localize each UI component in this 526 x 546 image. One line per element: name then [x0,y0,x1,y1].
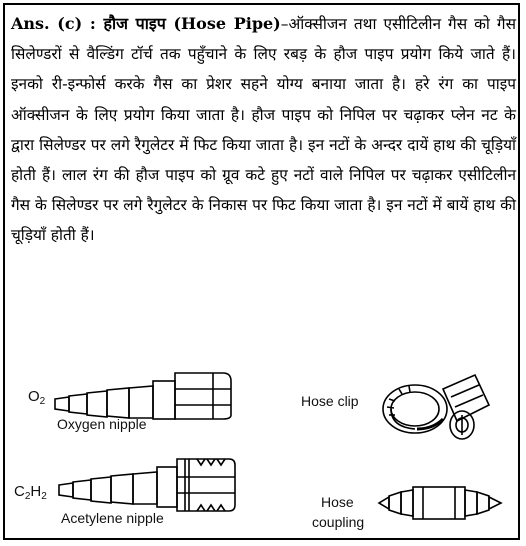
figure-panel [5,365,518,540]
oxygen-nipple-caption: Oxygen nipple [57,416,147,432]
hose-clip-drawing [377,369,497,449]
oxygen-formula-subscript: 2 [39,396,46,407]
acetylene-nipple-drawing [57,455,237,515]
hose-coupling-caption-line1: Hose [321,494,354,510]
oxygen-nipple-drawing [53,369,233,419]
hose-clip-caption: Hose clip [301,393,359,409]
acetylene-formula-h: H [30,483,42,500]
hose-coupling-caption-line2: coupling [312,514,365,530]
acetylene-formula-h-subscript: 2 [41,491,47,502]
answer-body: –ऑक्सीजन तथा एसीटिलीन गैस को गैस सिलेण्डरों से वैल्डिंग टॉर्च तक पहुँचाने के लिए रबड़ के हौज पाइप प्रयोग किये जाते हैं। इनको री-इन्फोर्स करके गैस का प्रेशर सहने योग्य बनाया जाता है। हरे रंग का पाइप ऑक्सीजन के लिए प्रयोग किया जाता है। हौज पाइप को निपिल पर चढ़ाकर प्लेन नट के द्वारा सिलेण्डर पर लगे रैगुलेटर में फिट किया जाता है। इन नटों के अन्दर दायें हाथ की चूड़ियाँ होती हैं। लाल रंग की हौज पाइप को ग्रूव कटे हुए नटों वाले निपिल पर चढ़ाकर एसीटिलीन गैस के सिलेण्डर पर लगे रैगुलेटर के निकास पर फिट किया जाता है। इन नटों में बायें हाथ की चूड़ियाँ होती हैं। [11,15,516,245]
answer-box [3,3,520,540]
answer-paragraph [11,9,516,251]
hose-coupling-drawing [377,483,507,523]
oxygen-formula-symbol: O [28,388,40,405]
oxygen-formula [28,388,45,407]
acetylene-formula [14,483,47,502]
acetylene-nipple-caption: Acetylene nipple [61,510,164,526]
acetylene-formula-c: C [14,483,25,500]
acetylene-formula-c-subscript: 2 [24,491,31,502]
answer-heading: Ans. (c) : हौज पाइप (Hose Pipe) [11,14,281,33]
